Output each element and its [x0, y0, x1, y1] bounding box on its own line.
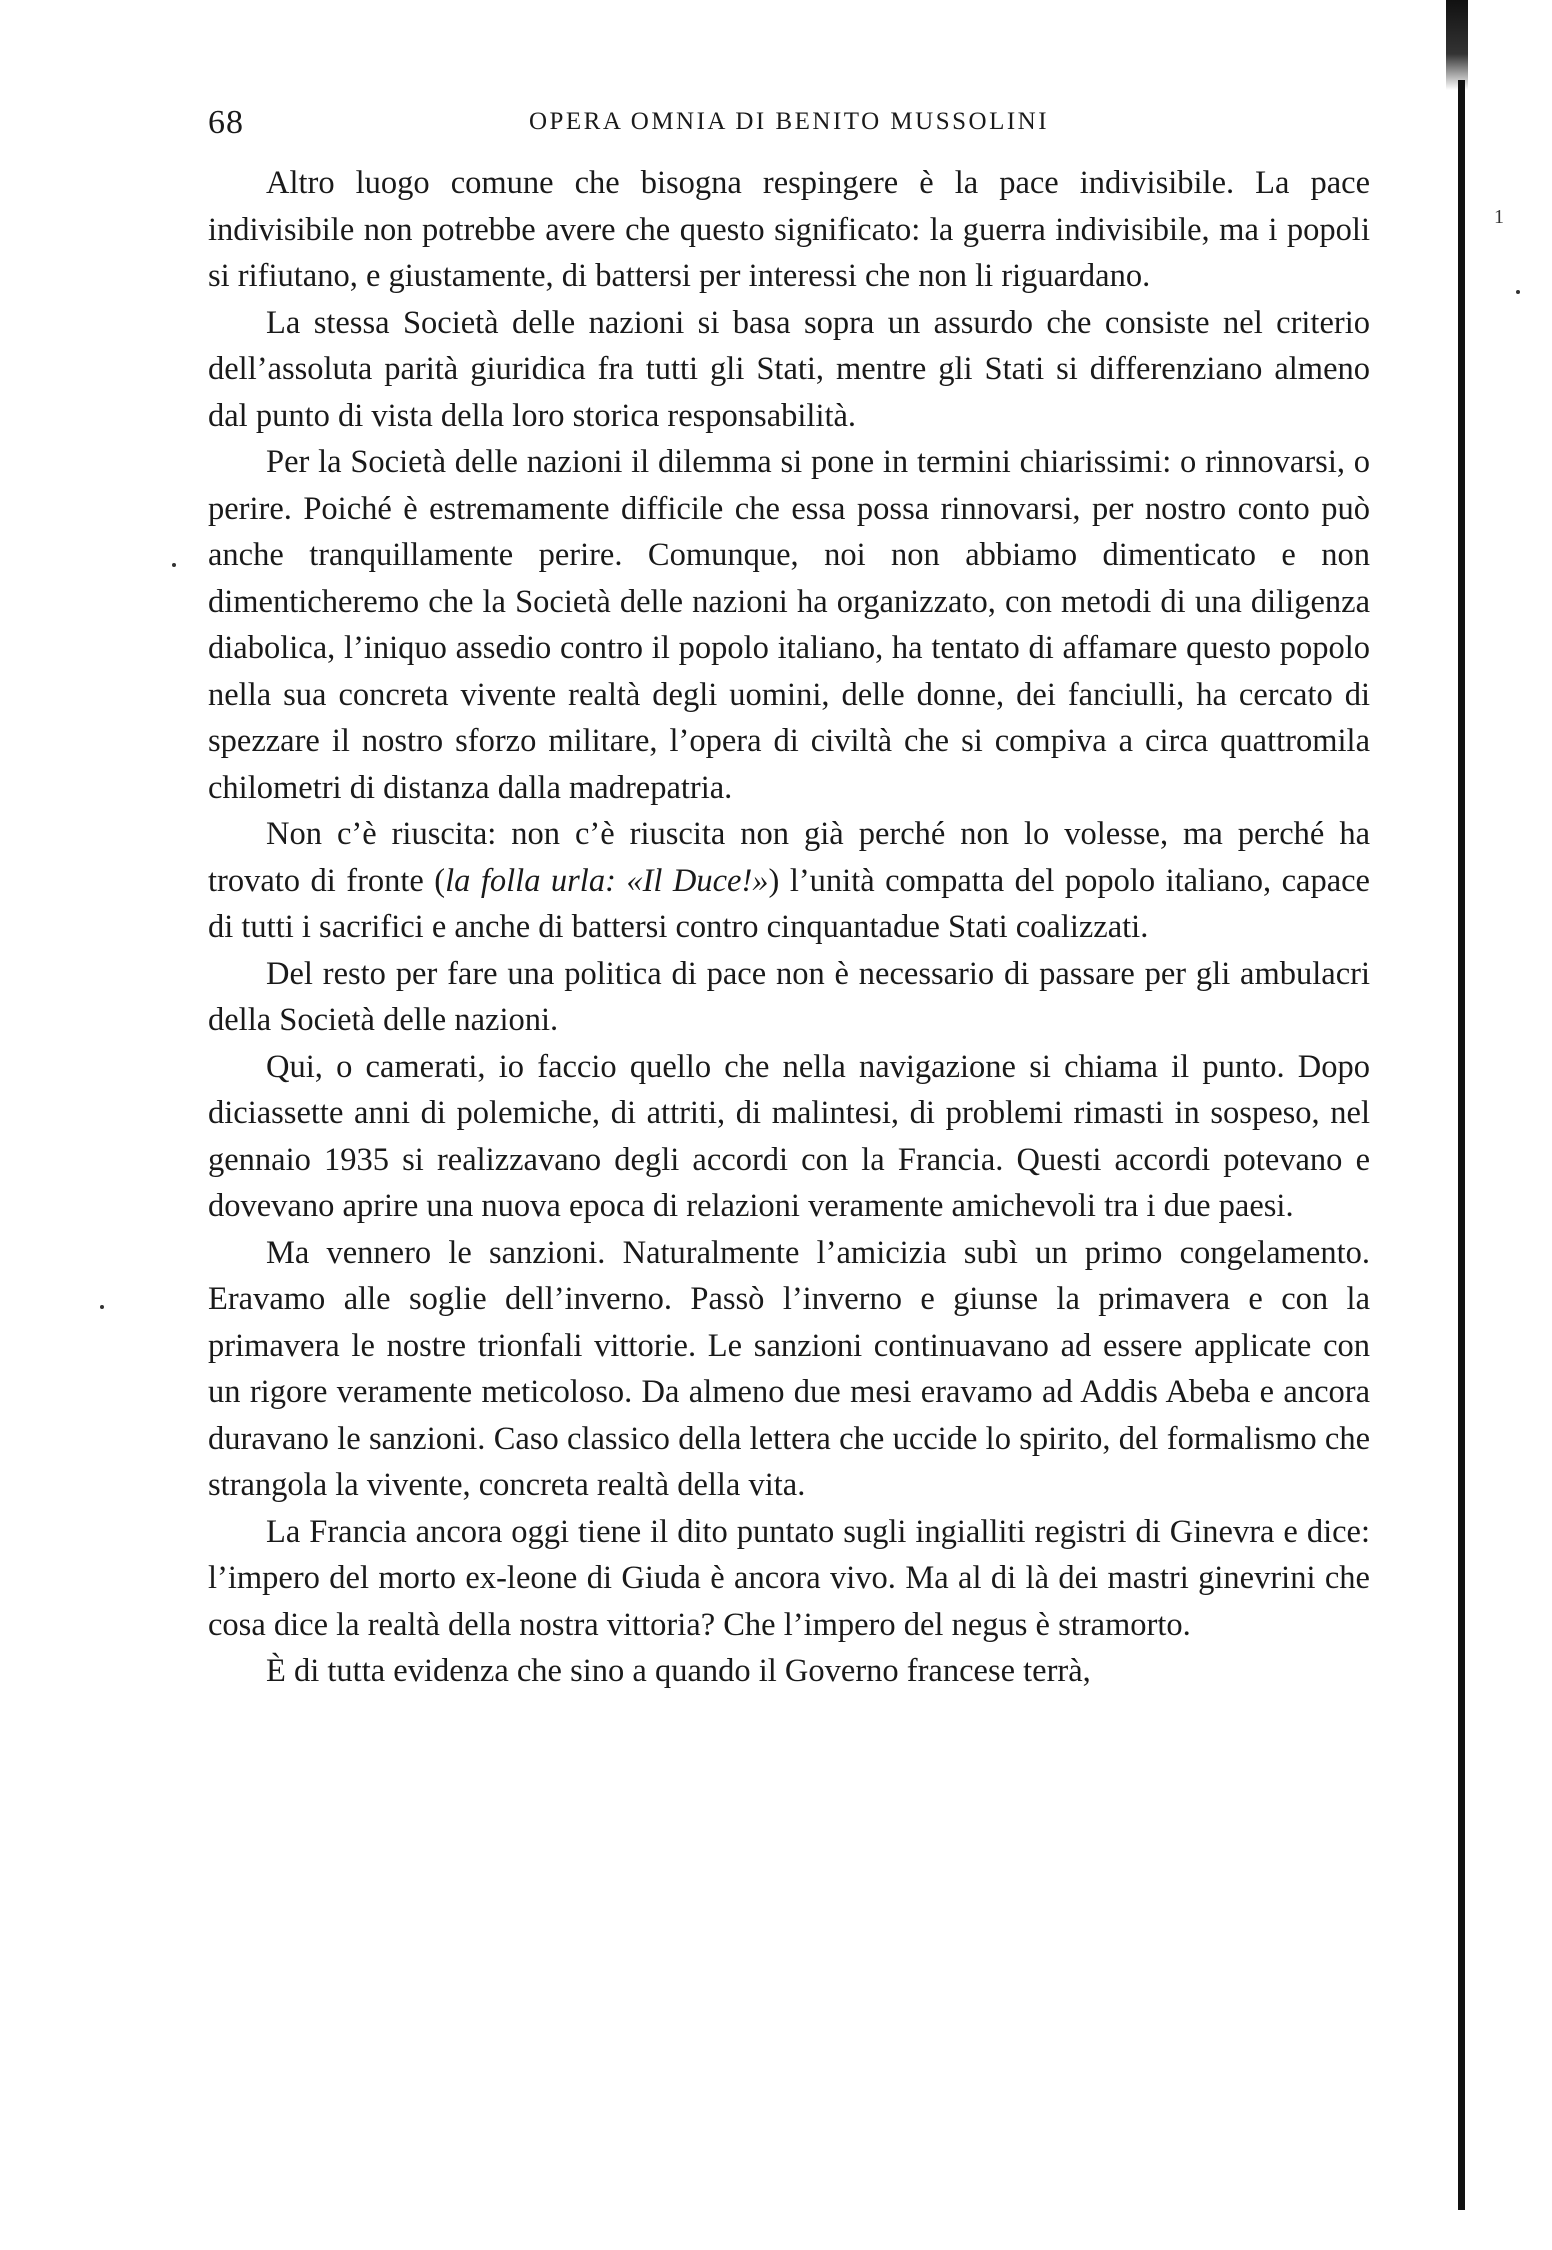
running-head — [208, 104, 1370, 152]
margin-mark: 1 — [1494, 206, 1504, 228]
running-title: OPERA OMNIA DI BENITO MUSSOLINI — [528, 108, 1050, 135]
paragraph-4-text: Non c’è riuscita: non c’è riuscita non già perché non lo volesse, ma perché ha trovato di fronte ( — [208, 816, 1370, 899]
scan-edge-shadow — [1446, 0, 1468, 90]
scan-speck — [172, 563, 176, 567]
scan-speck — [100, 1305, 104, 1309]
paragraph-9: È di tutta evidenza che sino a quando il Governo francese terrà, — [266, 1653, 1091, 1689]
paragraph-4-text-end: ) l’unità compatta del popolo italiano, capace di tutti i sacrifici e anche di battersi contro cinquantadue Stati coalizzati. — [208, 862, 1370, 945]
paragraph-3: Per la Società delle nazioni il dilemma si pone in termini chiarissimi: o rinnovarsi, o perire. Poiché è estremamente difficile che essa possa rinnovarsi, per nostro conto può anche tranquillamente perire. Comunque, noi non abbiamo dimenticato e non dimenticheremo che la Società delle nazioni ha organizzato, con metodi di una diligenza diabolica, l’iniquo assedio contro il popolo italiano, ha tentato di affamare questo popolo nella sua concreta vivente realtà degli uomini, delle donne, dei fanciulli, ha cercato di spezzare il nostro sforzo militare, l’opera di civiltà che si compiva a circa quattromila chilometri di distanza dalla madrepatria. — [208, 444, 1370, 806]
scan-speck — [1516, 290, 1520, 294]
page-number: 68 — [208, 104, 244, 141]
paragraph-7: Ma vennero le sanzioni. Naturalmente l’amicizia subì un primo congelamento. Eravamo alle soglie dell’inverno. Passò l’inverno e giunse la primavera e con la primavera le nostre trionfali vittorie. Le sanzioni continuavano ad essere applicate con un rigore veramente meticoloso. Da almeno due mesi eravamo ad Addis Abeba e ancora duravano le sanzioni. Caso classico della lettera che uccide lo spirito, del formalismo che strangola la vivente, concreta realtà della vita. — [208, 1234, 1370, 1503]
paragraph-1: Altro luogo comune che bisogna respingere è la pace indivisibile. La pace indivisibile non potrebbe avere che questo significato: la guerra indivisibile, ma i popoli si rifiutano, e giustamente, di battersi per interessi che non li riguardano. — [208, 165, 1370, 294]
scan-edge-line — [1458, 80, 1465, 2210]
body-text — [208, 160, 1370, 1695]
paragraph-5: Del resto per fare una politica di pace non è necessario di passare per gli ambulacri della Società delle nazioni. — [208, 955, 1370, 1038]
paragraph-2: La stessa Società delle nazioni si basa sopra un assurdo che consiste nel criterio dell’assoluta parità giuridica fra tutti gli Stati, mentre gli Stati si differenziano almeno dal punto di vista della loro storica responsabilità. — [208, 304, 1370, 434]
paragraph-4 — [208, 811, 1370, 951]
paragraph-6: Qui, o camerati, io faccio quello che nella navigazione si chiama il punto. Dopo diciassette anni di polemiche, di attriti, di malintesi, di problemi rimasti in sospeso, nel gennaio 1935 si realizzavano degli accordi con la Francia. Questi accordi potevano e dovevano aprire una nuova epoca di relazioni veramente amichevoli tra i due paesi. — [208, 1048, 1370, 1224]
paragraph-8: La Francia ancora oggi tiene il dito puntato sugli ingialliti registri di Ginevra e dice: l’impero del morto ex-leone di Giuda è ancora vivo. Ma al di là dei mastri ginevrini che cosa dice la realtà della nostra vittoria? Che l’impero del negus è stramorto. — [208, 1513, 1370, 1643]
paragraph-4-italic-aside: la folla urla: «Il Duce!» — [445, 862, 769, 899]
